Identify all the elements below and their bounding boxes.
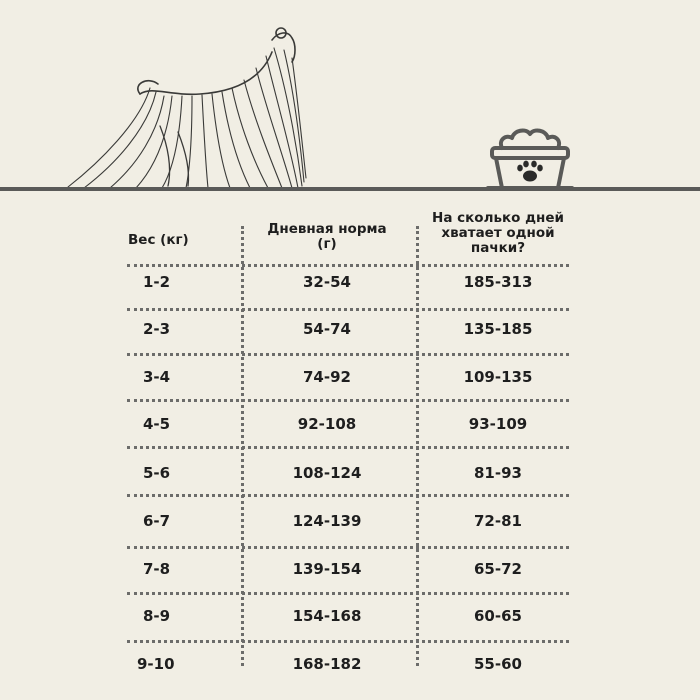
cell-weight: 1-2 <box>143 273 171 291</box>
cell-days: 65-72 <box>474 560 522 578</box>
cell-weight: 4-5 <box>143 415 171 433</box>
food-bowl-icon <box>484 122 576 192</box>
cell-weight: 3-4 <box>143 368 171 386</box>
header-daily-norm: Дневная норма (г) <box>267 221 387 252</box>
cell-days: 81-93 <box>474 464 522 482</box>
row-divider <box>127 399 569 402</box>
cell-daily-norm: 54-74 <box>303 320 351 338</box>
ground-line <box>0 187 700 191</box>
cell-daily-norm: 74-92 <box>303 368 351 386</box>
paw-icon <box>517 161 543 182</box>
cell-weight: 7-8 <box>143 560 171 578</box>
cell-weight: 5-6 <box>143 464 171 482</box>
cell-daily-norm: 124-139 <box>292 512 362 530</box>
cell-days: 185-313 <box>463 273 533 291</box>
cell-days: 109-135 <box>463 368 533 386</box>
cell-days: 55-60 <box>474 655 522 673</box>
cell-daily-norm: 108-124 <box>292 464 362 482</box>
cell-weight: 8-9 <box>143 607 171 625</box>
row-divider <box>127 494 569 497</box>
cell-daily-norm: 92-108 <box>297 415 357 433</box>
cell-days: 93-109 <box>468 415 528 433</box>
cell-weight: 6-7 <box>143 512 171 530</box>
row-divider <box>127 353 569 356</box>
row-divider <box>127 308 569 311</box>
row-divider <box>127 640 569 643</box>
row-divider <box>127 546 569 549</box>
cell-daily-norm: 168-182 <box>292 655 362 673</box>
cell-daily-norm: 32-54 <box>303 273 351 291</box>
row-divider <box>127 446 569 449</box>
cell-weight: 9-10 <box>137 655 175 673</box>
cell-weight: 2-3 <box>143 320 171 338</box>
cell-days: 72-81 <box>474 512 522 530</box>
header-days-per-pack: На сколько дней хватает одной пачки? <box>432 210 564 256</box>
row-divider <box>127 592 569 595</box>
row-divider <box>127 264 569 267</box>
cell-days: 60-65 <box>474 607 522 625</box>
header-weight: Вес (кг) <box>128 232 189 248</box>
dog-illustration-icon <box>60 22 310 190</box>
cell-days: 135-185 <box>463 320 533 338</box>
cell-daily-norm: 154-168 <box>292 607 362 625</box>
cell-daily-norm: 139-154 <box>292 560 362 578</box>
